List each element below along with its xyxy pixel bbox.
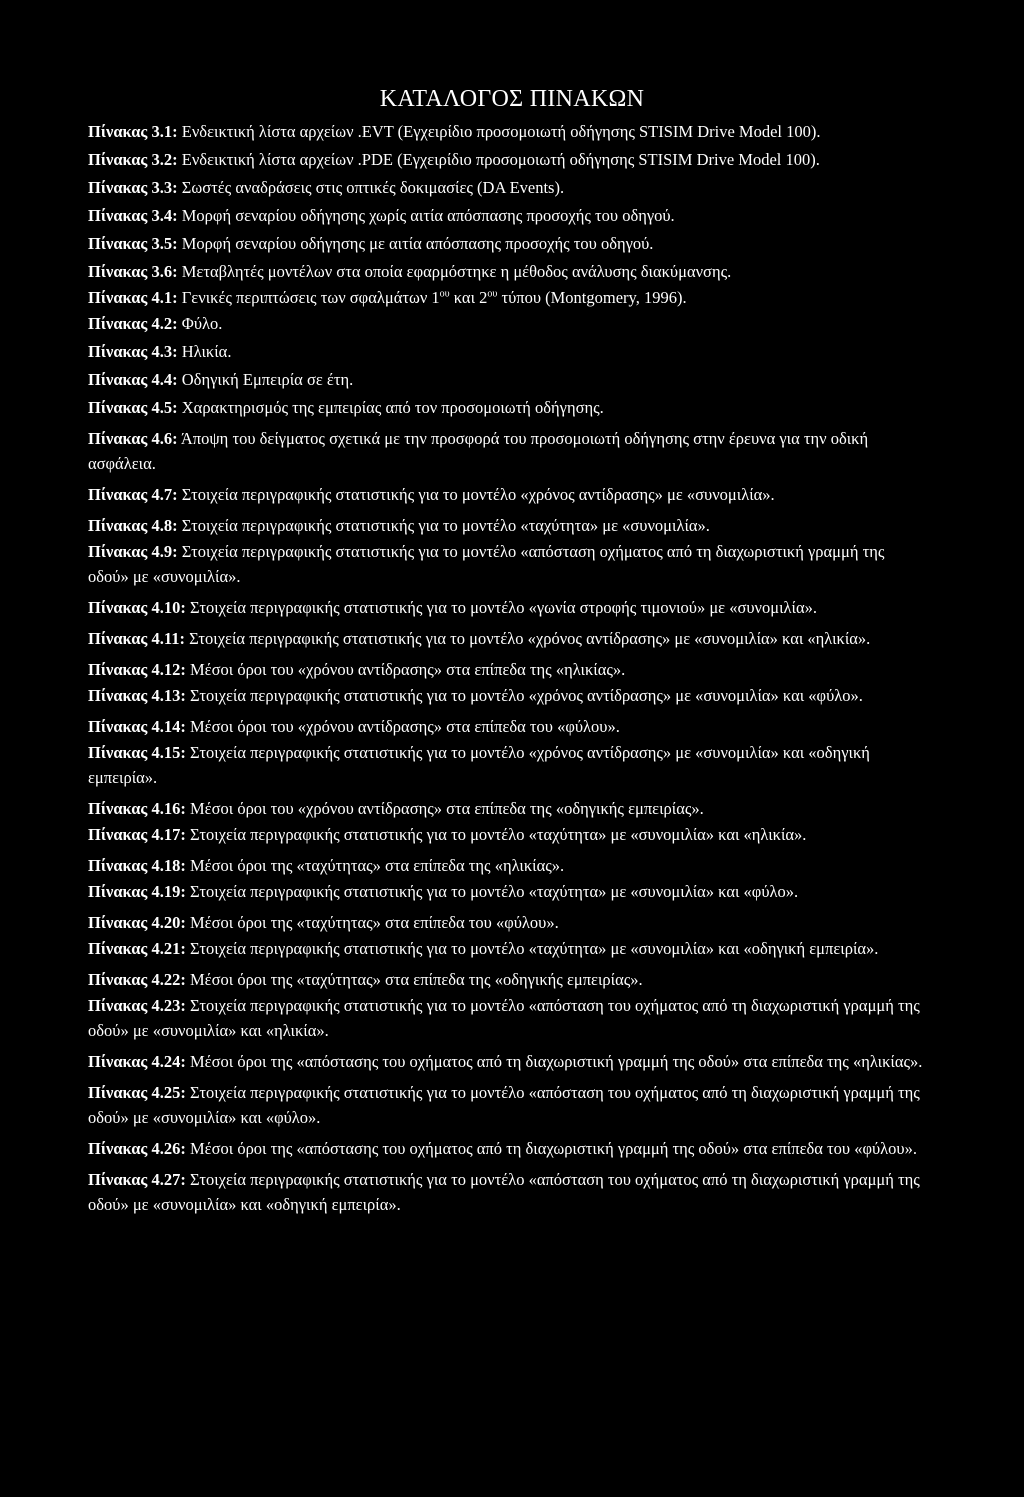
list-item	[88, 285, 924, 310]
entry-label: Πίνακας 3.2:	[88, 150, 178, 169]
entry-label: Πίνακας 4.6:	[88, 429, 178, 448]
entry-text: Ενδεικτική λίστα αρχείων .PDE (Εγχειρίδιο προσομοιωτή οδήγησης STISIM Drive Model 100).	[181, 150, 820, 169]
entry-label: Πίνακας 4.15:	[88, 743, 186, 762]
list-item	[88, 367, 924, 392]
list-item	[88, 910, 924, 935]
entry-text: Χαρακτηρισμός της εμπειρίας από τον προσομοιωτή οδήγησης.	[181, 398, 604, 417]
entry-label: Πίνακας 3.5:	[88, 234, 178, 253]
entry-text: Γενικές περιπτώσεις των σφαλμάτων 1	[181, 288, 440, 307]
entry-text: Οδηγική Εμπειρία σε έτη.	[181, 370, 354, 389]
list-item	[88, 626, 924, 651]
page-title: ΚΑΤΑΛΟΓΟΣ ΠΙΝΑΚΩΝ	[379, 86, 645, 112]
entry-text: Στοιχεία περιγραφικής στατιστικής για το μοντέλο «ταχύτητα» με «συνομιλία».	[181, 516, 710, 535]
entry-text: Ηλικία.	[181, 342, 232, 361]
entry-text: Ενδεικτική λίστα αρχείων .EVT (Εγχειρίδιο προσομοιωτή οδήγησης STISIM Drive Model 100).	[181, 122, 821, 141]
entry-text: Μέσοι όροι της «ταχύτητας» στα επίπεδα του «φύλου».	[190, 913, 559, 932]
list-item	[88, 853, 924, 878]
entry-label: Πίνακας 3.6:	[88, 262, 178, 281]
entry-label: Πίνακας 4.22:	[88, 970, 186, 989]
list-item	[88, 426, 924, 476]
entry-text: και 2	[449, 288, 488, 307]
entry-label: Πίνακας 4.9:	[88, 542, 178, 561]
list-item	[88, 311, 924, 336]
entry-text: Στοιχεία περιγραφικής στατιστικής για το μοντέλο «ταχύτητα» με «συνομιλία» και «φύλο».	[190, 882, 799, 901]
entry-text: Μορφή σεναρίου οδήγησης με αιτία απόσπασης προσοχής του οδηγού.	[181, 234, 654, 253]
list-item	[88, 231, 924, 256]
entry-text: Στοιχεία περιγραφικής στατιστικής για το μοντέλο «χρόνος αντίδρασης» με «συνομιλία».	[181, 485, 775, 504]
entry-text: Μέσοι όροι του «χρόνου αντίδρασης» στα επίπεδα της «οδηγικής εμπειρίας».	[190, 799, 704, 818]
entry-label: Πίνακας 4.21:	[88, 939, 186, 958]
entry-label: Πίνακας 3.1:	[88, 122, 178, 141]
entry-label: Πίνακας 4.27:	[88, 1170, 186, 1189]
entry-label: Πίνακας 3.3:	[88, 178, 178, 197]
entry-label: Πίνακας 4.26:	[88, 1139, 186, 1158]
entry-label: Πίνακας 4.8:	[88, 516, 178, 535]
entry-label: Πίνακας 4.13:	[88, 686, 186, 705]
entry-text: Στοιχεία περιγραφικής στατιστικής για το μοντέλο «απόσταση οχήματος από τη διαχωριστική γραμμή της οδού» με «συνομιλία».	[88, 542, 885, 586]
list-item	[88, 175, 924, 200]
entry-text: Σωστές αναδράσεις στις οπτικές δοκιμασίες (DA Events).	[181, 178, 565, 197]
list-item	[88, 993, 924, 1043]
entry-text: Μέσοι όροι του «χρόνου αντίδρασης» στα επίπεδα του «φύλου».	[190, 717, 620, 736]
table-list	[88, 119, 924, 1217]
entry-text: Στοιχεία περιγραφικής στατιστικής για το μοντέλο «χρόνος αντίδρασης» με «συνομιλία» και «φύλο».	[190, 686, 863, 705]
entry-text: Στοιχεία περιγραφικής στατιστικής για το μοντέλο «ταχύτητα» με «συνομιλία» και «ηλικία».	[190, 825, 807, 844]
entry-text: Μέσοι όροι της «απόστασης του οχήματος από τη διαχωριστική γραμμή της οδού» στα επίπεδα της «ηλικίας».	[190, 1052, 923, 1071]
ordinal-superscript: ου	[487, 288, 498, 300]
entry-text: Φύλο.	[181, 314, 223, 333]
entry-text: Στοιχεία περιγραφικής στατιστικής για το μοντέλο «απόσταση του οχήματος από τη διαχωριστική γραμμή της οδού» με «συνομιλία» και «φύλο».	[88, 1083, 920, 1127]
list-item	[88, 513, 924, 538]
list-item	[88, 967, 924, 992]
list-item	[88, 714, 924, 739]
entry-text: Άποψη του δείγματος σχετικά με την προσφορά του προσομοιωτή οδήγησης στην έρευνα για την οδική ασφάλεια.	[88, 429, 869, 473]
entry-label: Πίνακας 4.3:	[88, 342, 178, 361]
ordinal-superscript: ου	[439, 288, 450, 300]
entry-text: Μεταβλητές μοντέλων στα οποία εφαρμόστηκε η μέθοδος ανάλυσης διακύμανσης.	[181, 262, 732, 281]
entry-label: Πίνακας 4.23:	[88, 996, 186, 1015]
list-item	[88, 1167, 924, 1217]
list-item	[88, 796, 924, 821]
entry-text: Μέσοι όροι της «απόστασης του οχήματος από τη διαχωριστική γραμμή της οδού» στα επίπεδα του «φύλου».	[190, 1139, 917, 1158]
entry-label: Πίνακας 4.2:	[88, 314, 178, 333]
entry-text: τύπου (Montgomery, 1996).	[497, 288, 687, 307]
entry-label: Πίνακας 4.7:	[88, 485, 178, 504]
list-item	[88, 339, 924, 364]
list-item	[88, 1080, 924, 1130]
list-item	[88, 259, 924, 284]
entry-text: Στοιχεία περιγραφικής στατιστικής για το μοντέλο «χρόνος αντίδρασης» με «συνομιλία» και «οδηγική εμπειρία».	[88, 743, 870, 787]
entry-label: Πίνακας 3.4:	[88, 206, 178, 225]
entry-label: Πίνακας 4.1:	[88, 288, 178, 307]
entry-text: Μέσοι όροι του «χρόνου αντίδρασης» στα επίπεδα της «ηλικίας».	[190, 660, 626, 679]
entry-label: Πίνακας 4.14:	[88, 717, 186, 736]
list-item	[88, 879, 924, 904]
list-item	[88, 482, 924, 507]
entry-label: Πίνακας 4.12:	[88, 660, 186, 679]
entry-text: Μορφή σεναρίου οδήγησης χωρίς αιτία απόσπασης προσοχής του οδηγού.	[181, 206, 675, 225]
list-item	[88, 147, 924, 172]
entry-label: Πίνακας 4.16:	[88, 799, 186, 818]
entry-text: Στοιχεία περιγραφικής στατιστικής για το μοντέλο «χρόνος αντίδρασης» με «συνομιλία» και «ηλικία».	[189, 629, 871, 648]
entry-label: Πίνακας 4.10:	[88, 598, 186, 617]
entry-text: Στοιχεία περιγραφικής στατιστικής για το μοντέλο «ταχύτητα» με «συνομιλία» και «οδηγική εμπειρία».	[190, 939, 879, 958]
entry-text: Στοιχεία περιγραφικής στατιστικής για το μοντέλο «απόσταση του οχήματος από τη διαχωριστική γραμμή της οδού» με «συνομιλία» και «ηλικία».	[88, 996, 920, 1040]
entry-label: Πίνακας 4.25:	[88, 1083, 186, 1102]
entry-label: Πίνακας 4.20:	[88, 913, 186, 932]
list-item	[88, 1049, 924, 1074]
list-item	[88, 539, 924, 589]
list-item	[88, 395, 924, 420]
entry-text: Στοιχεία περιγραφικής στατιστικής για το μοντέλο «απόσταση του οχήματος από τη διαχωριστική γραμμή της οδού» με «συνομιλία» και «οδηγική εμπειρία».	[88, 1170, 920, 1214]
entry-text: Μέσοι όροι της «ταχύτητας» στα επίπεδα της «οδηγικής εμπειρίας».	[190, 970, 643, 989]
list-item	[88, 119, 924, 144]
list-item	[88, 1136, 924, 1161]
entry-text: Μέσοι όροι της «ταχύτητας» στα επίπεδα της «ηλικίας».	[190, 856, 565, 875]
entry-label: Πίνακας 4.4:	[88, 370, 178, 389]
entry-label: Πίνακας 4.11:	[88, 629, 185, 648]
list-item	[88, 936, 924, 961]
entry-label: Πίνακας 4.18:	[88, 856, 186, 875]
list-item	[88, 657, 924, 682]
list-item	[88, 822, 924, 847]
entry-label: Πίνακας 4.19:	[88, 882, 186, 901]
list-item	[88, 740, 924, 790]
list-item	[88, 203, 924, 228]
entry-label: Πίνακας 4.24:	[88, 1052, 186, 1071]
entry-label: Πίνακας 4.5:	[88, 398, 178, 417]
list-item	[88, 683, 924, 708]
entry-label: Πίνακας 4.17:	[88, 825, 186, 844]
entry-text: Στοιχεία περιγραφικής στατιστικής για το μοντέλο «γωνία στροφής τιμονιού» με «συνομιλία».	[190, 598, 817, 617]
list-item	[88, 595, 924, 620]
